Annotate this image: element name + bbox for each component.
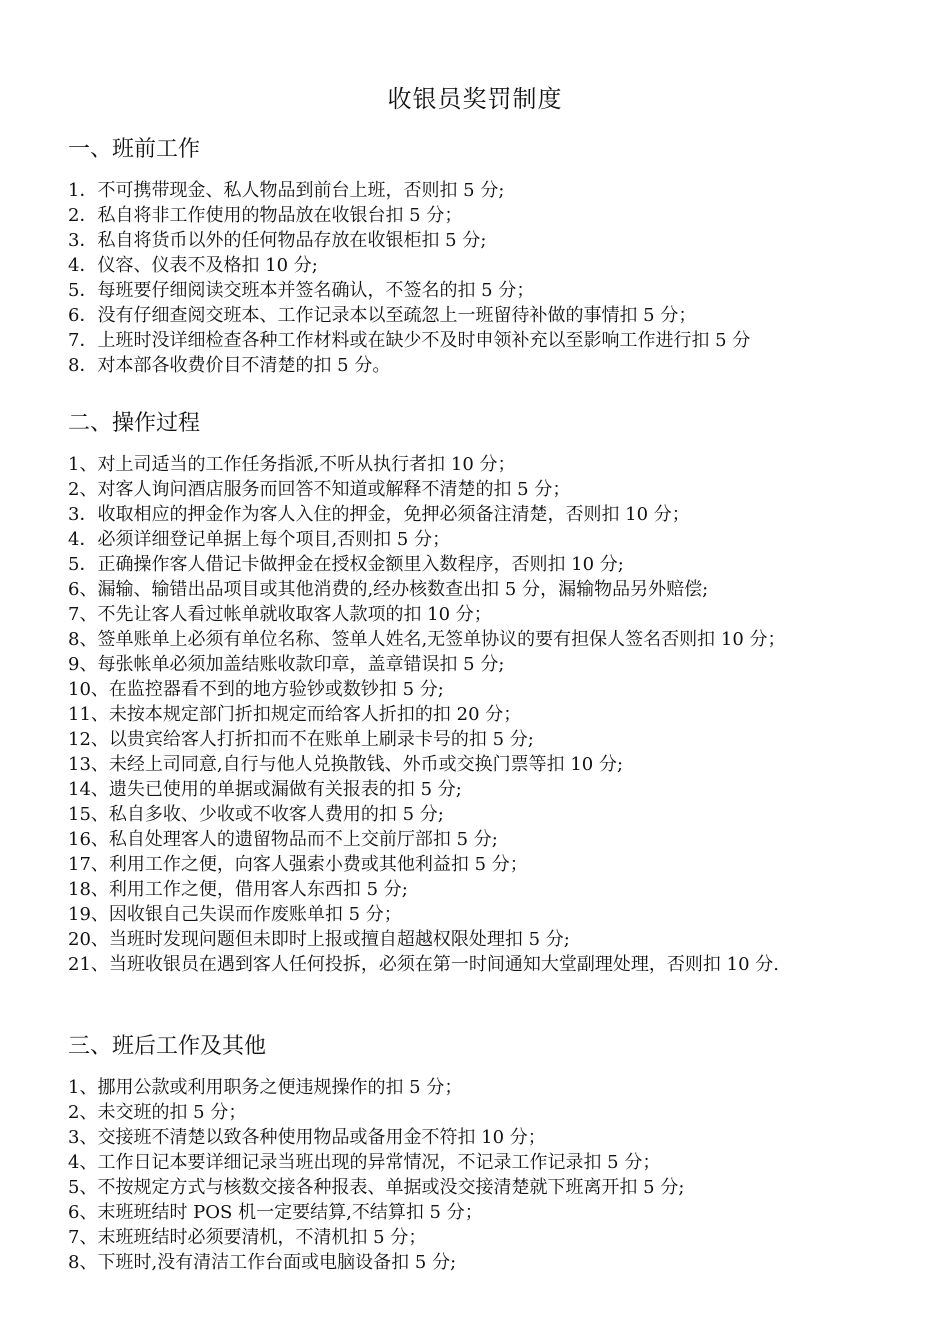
section-heading: 三、班后工作及其他	[68, 1034, 267, 1059]
rule-text: 私自将货币以外的任何物品存放在收银柜扣 5 分;	[97, 230, 487, 251]
rule-item	[68, 802, 888, 827]
rule-item	[68, 852, 888, 877]
rule-text: 利用工作之便，借用客人东西扣 5 分;	[108, 879, 408, 900]
rule-text: 每张帐单必须加盖结账收款印章，盖章错误扣 5 分;	[97, 654, 505, 675]
rule-number: 16、	[68, 829, 109, 850]
rule-item	[68, 353, 888, 378]
rule-text: 对客人询问酒店服务而回答不知道或解释不清楚的扣 5 分；	[97, 479, 571, 500]
rule-number: 19、	[68, 904, 109, 925]
document-title: 收银员奖罚制度	[387, 85, 563, 113]
rule-text: 私自多收、少收或不收客人费用的扣 5 分;	[108, 804, 444, 825]
rule-number: 8．	[68, 355, 98, 376]
rule-item	[68, 1175, 888, 1200]
section-heading: 二、操作过程	[68, 411, 201, 436]
rule-item	[68, 652, 888, 677]
rule-text: 当班时发现问题但未即时上报或擅自超越权限处理扣 5 分;	[108, 929, 570, 950]
rule-text: 不按规定方式与核数交接各种报表、单据或没交接清楚就下班离开扣 5 分;	[97, 1177, 685, 1198]
rule-item	[68, 502, 888, 527]
rule-number: 11、	[68, 704, 109, 725]
rule-text: 未经上司同意,自行与他人兑换散钱、外币或交换门票等扣 10 分;	[108, 754, 624, 775]
rule-text: 交接班不清楚以致各种使用物品或备用金不符扣 10 分；	[97, 1127, 546, 1148]
rule-item	[68, 827, 888, 852]
rule-item	[68, 727, 888, 752]
section-pre-shift	[68, 134, 888, 378]
rule-text: 不可携带现金、私人物品到前台上班，否则扣 5 分;	[97, 180, 505, 201]
rule-item	[68, 902, 888, 927]
rule-list	[68, 452, 888, 977]
rule-text: 必须详细登记单据上每个项目,否则扣 5 分；	[97, 529, 451, 550]
rule-number: 7．	[68, 330, 98, 351]
rule-number: 1．	[68, 180, 98, 201]
rule-item	[68, 1075, 888, 1100]
rule-number: 1、	[68, 1077, 98, 1098]
rule-text: 仪容、仪表不及格扣 10 分;	[97, 255, 318, 276]
section-heading: 一、班前工作	[68, 137, 201, 162]
section-post-shift	[68, 1031, 888, 1275]
rule-text: 每班要仔细阅读交班本并签名确认，不签名的扣 5 分；	[97, 280, 535, 301]
rule-item	[68, 1200, 888, 1225]
rule-item	[68, 477, 888, 502]
rule-text: 私自将非工作使用的物品放在收银台扣 5 分；	[97, 205, 463, 226]
rule-list	[68, 178, 888, 378]
rule-item	[68, 228, 888, 253]
rule-text: 因收银自己失误而作废账单扣 5 分；	[108, 904, 402, 925]
rule-text: 收取相应的押金作为客人入住的押金，免押必须备注清楚，否则扣 10 分；	[97, 504, 690, 525]
rule-text: 挪用公款或利用职务之便违规操作的扣 5 分；	[97, 1077, 463, 1098]
rule-number: 6、	[68, 1202, 98, 1223]
rule-item	[68, 452, 888, 477]
rule-item	[68, 1100, 888, 1125]
rule-number: 12、	[68, 729, 109, 750]
rule-number: 6．	[68, 305, 98, 326]
rule-number: 4．	[68, 529, 98, 550]
rule-number: 7、	[68, 604, 98, 625]
rule-item	[68, 602, 888, 627]
rule-number: 9、	[68, 654, 98, 675]
rule-item	[68, 877, 888, 902]
rule-number: 17、	[68, 854, 109, 875]
rule-text: 末班班结时 POS 机一定要结算,不结算扣 5 分；	[97, 1202, 483, 1223]
rule-text: 利用工作之便，向客人强索小费或其他利益扣 5 分；	[108, 854, 528, 875]
rule-number: 3．	[68, 230, 98, 251]
rule-text: 当班收银员在遇到客人任何投拆，必须在第一时间通知大堂副理处理，否则扣 10 分.	[108, 954, 779, 975]
rule-number: 21、	[68, 954, 109, 975]
rule-item	[68, 328, 888, 353]
rule-number: 4．	[68, 255, 98, 276]
rule-item	[68, 927, 888, 952]
rule-text: 未按本规定部门折扣规定而给客人折扣的扣 20 分；	[108, 704, 522, 725]
rule-text: 正确操作客人借记卡做押金在授权金额里入数程序，否则扣 10 分;	[97, 554, 624, 575]
rule-text: 遗失已使用的单据或漏做有关报表的扣 5 分;	[108, 779, 462, 800]
rule-item	[68, 303, 888, 328]
rule-item	[68, 253, 888, 278]
rule-number: 5、	[68, 1177, 98, 1198]
rule-number: 6、	[68, 579, 98, 600]
section-operations	[68, 408, 888, 977]
rule-item	[68, 677, 888, 702]
rule-text: 上班时没详细检查各种工作材料或在缺少不及时申领补充以至影响工作进行扣 5 分	[97, 330, 751, 351]
rule-text: 对上司适当的工作任务指派,不听从执行者扣 10 分；	[97, 454, 516, 475]
rule-number: 2、	[68, 479, 98, 500]
rule-item	[68, 203, 888, 228]
rule-number: 7、	[68, 1227, 98, 1248]
rule-number: 5．	[68, 280, 98, 301]
rule-item	[68, 1225, 888, 1250]
rule-number: 8、	[68, 629, 98, 650]
rule-item	[68, 178, 888, 203]
rule-text: 私自处理客人的遗留物品而不上交前厅部扣 5 分;	[108, 829, 498, 850]
rule-item	[68, 752, 888, 777]
rule-text: 末班班结时必须要清机，不清机扣 5 分；	[97, 1227, 427, 1248]
rule-number: 3．	[68, 504, 98, 525]
rule-item	[68, 577, 888, 602]
rule-number: 3、	[68, 1127, 98, 1148]
rule-number: 4、	[68, 1152, 98, 1173]
rule-number: 1、	[68, 454, 98, 475]
rule-text: 在监控器看不到的地方验钞或数钞扣 5 分;	[108, 679, 444, 700]
rule-number: 18、	[68, 879, 109, 900]
rule-number: 15、	[68, 804, 109, 825]
rule-text: 不先让客人看过帐单就收取客人款项的扣 10 分；	[97, 604, 492, 625]
rule-number: 5．	[68, 554, 98, 575]
rule-item	[68, 527, 888, 552]
rule-item	[68, 702, 888, 727]
rule-text: 漏输、输错出品项目或其他消费的,经办核数查出扣 5 分，漏输物品另外赔偿;	[97, 579, 709, 600]
rule-number: 14、	[68, 779, 109, 800]
rule-text: 没有仔细查阅交班本、工作记录本以至疏忽上一班留待补做的事情扣 5 分；	[97, 305, 697, 326]
rule-text: 签单账单上必须有单位名称、签单人姓名,无签单协议的要有担保人签名否则扣 10 分；	[97, 629, 786, 650]
rule-number: 2、	[68, 1102, 98, 1123]
rule-number: 13、	[68, 754, 109, 775]
rule-text: 工作日记本要详细记录当班出现的异常情况，不记录工作记录扣 5 分；	[97, 1152, 661, 1173]
rule-text: 下班时,没有清洁工作台面或电脑设备扣 5 分;	[97, 1252, 457, 1273]
rule-text: 对本部各收费价目不清楚的扣 5 分。	[97, 355, 391, 376]
rule-text: 以贵宾给客人打折扣而不在账单上刷录卡号的扣 5 分;	[108, 729, 534, 750]
rule-number: 20、	[68, 929, 109, 950]
rule-list	[68, 1075, 888, 1275]
rule-item	[68, 552, 888, 577]
rule-item	[68, 278, 888, 303]
rule-text: 未交班的扣 5 分；	[97, 1102, 247, 1123]
rule-item	[68, 1250, 888, 1275]
rule-item	[68, 1150, 888, 1175]
rule-item	[68, 952, 888, 977]
rule-item	[68, 777, 888, 802]
rule-item	[68, 627, 888, 652]
rule-number: 2．	[68, 205, 98, 226]
rule-number: 8、	[68, 1252, 98, 1273]
rule-item	[68, 1125, 888, 1150]
rule-number: 10、	[68, 679, 109, 700]
